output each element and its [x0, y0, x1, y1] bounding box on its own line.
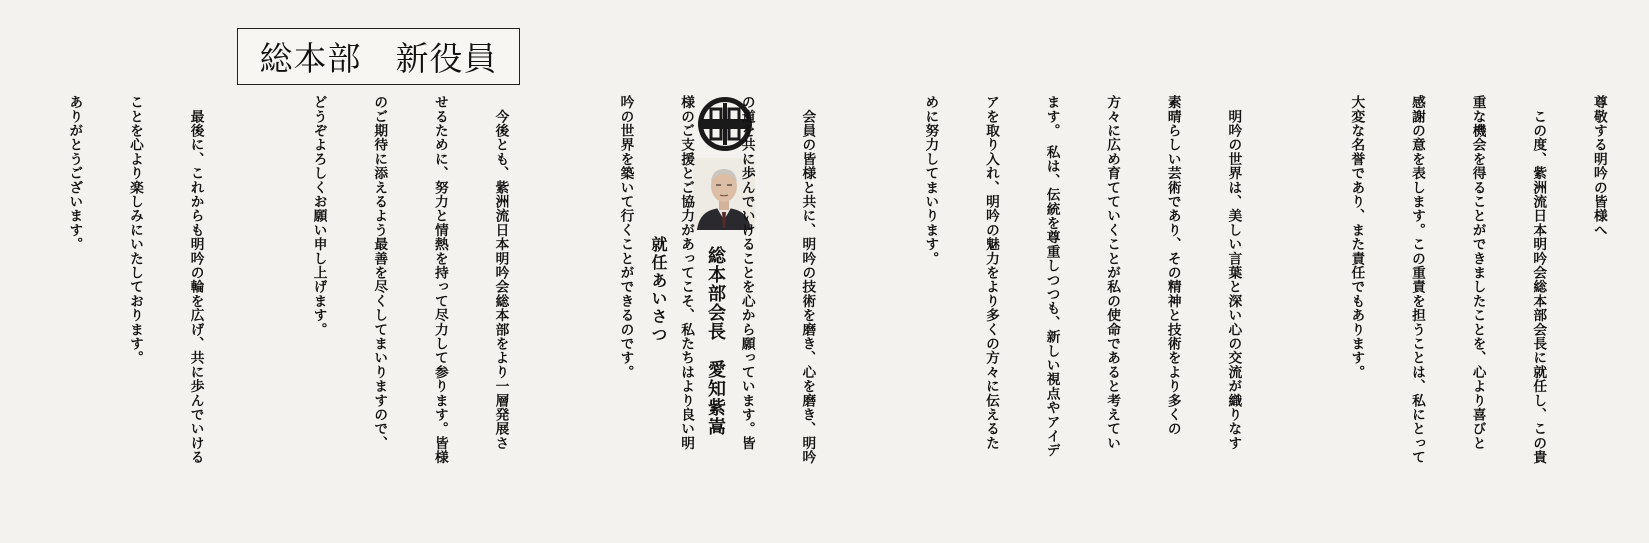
- text-line: のご期待に添えるよう最善を尽くしてまいりますので、: [371, 95, 388, 450]
- text-line: ことを心より楽しみにいたしております。: [127, 95, 144, 365]
- text-line: どうぞよろしくお願い申し上げます。: [310, 95, 327, 337]
- letter-body: [44, 95, 1649, 540]
- text-line: 様のご支援とご協力があってこそ、私たちはより良い明: [678, 95, 695, 450]
- text-line: の道を共に歩んでいけることを心から願っています。皆: [738, 95, 755, 450]
- text-line: 明吟の世界は、美しい言葉と深い心の交流が織りなす: [1225, 95, 1242, 450]
- letter-subtitle: 就任あいさつ: [649, 236, 668, 344]
- text-line: 方々に広め育てていくことが私の使命であると考えてい: [1104, 95, 1121, 450]
- text-line: この度、紫洲流日本明吟会総本部会長に就任し、この貴: [1530, 95, 1547, 465]
- text-line: 重な機会を得ることができましたことを、心より喜びと: [1469, 95, 1486, 450]
- text-line: 素晴らしい芸術であり、その精神と技術をより多くの: [1164, 95, 1181, 436]
- text-line: 大変な名誉であり、また責任でもあります。: [1348, 95, 1365, 379]
- text-line: 今後とも、紫洲流日本明吟会総本部をより一層発展さ: [492, 95, 509, 450]
- text-line: 感謝の意を表します。この重責を担うことは、私にとって: [1409, 95, 1425, 465]
- text-line: アを取り入れ、明吟の魅力をより多くの方々に伝えるた: [982, 95, 999, 450]
- text-line: 吟の世界を築いて行くことができるのです。: [617, 95, 634, 379]
- author-name: 総本部会長 愛知紫嵩: [705, 246, 726, 436]
- text-line: 会員の皆様と共に、明吟の技術を磨き、心を磨き、明吟: [799, 95, 816, 465]
- text-line: 尊敬する明吟の皆様へ: [1590, 95, 1607, 237]
- text-line: 最後に、これからも明吟の輪を広げ、共に歩んでいける: [187, 95, 204, 465]
- text-line: せるために、努力と情熱を持って尽力して参ります。皆様: [431, 95, 448, 465]
- text-line: めに努力してまいります。: [922, 95, 939, 266]
- text-line: ありがとうございます。: [66, 95, 83, 252]
- page-title: 総本部 新役員: [237, 28, 520, 85]
- text-line: ます。 私は、伝統を尊重しつつも、新しい視点やアイデ: [1043, 95, 1060, 458]
